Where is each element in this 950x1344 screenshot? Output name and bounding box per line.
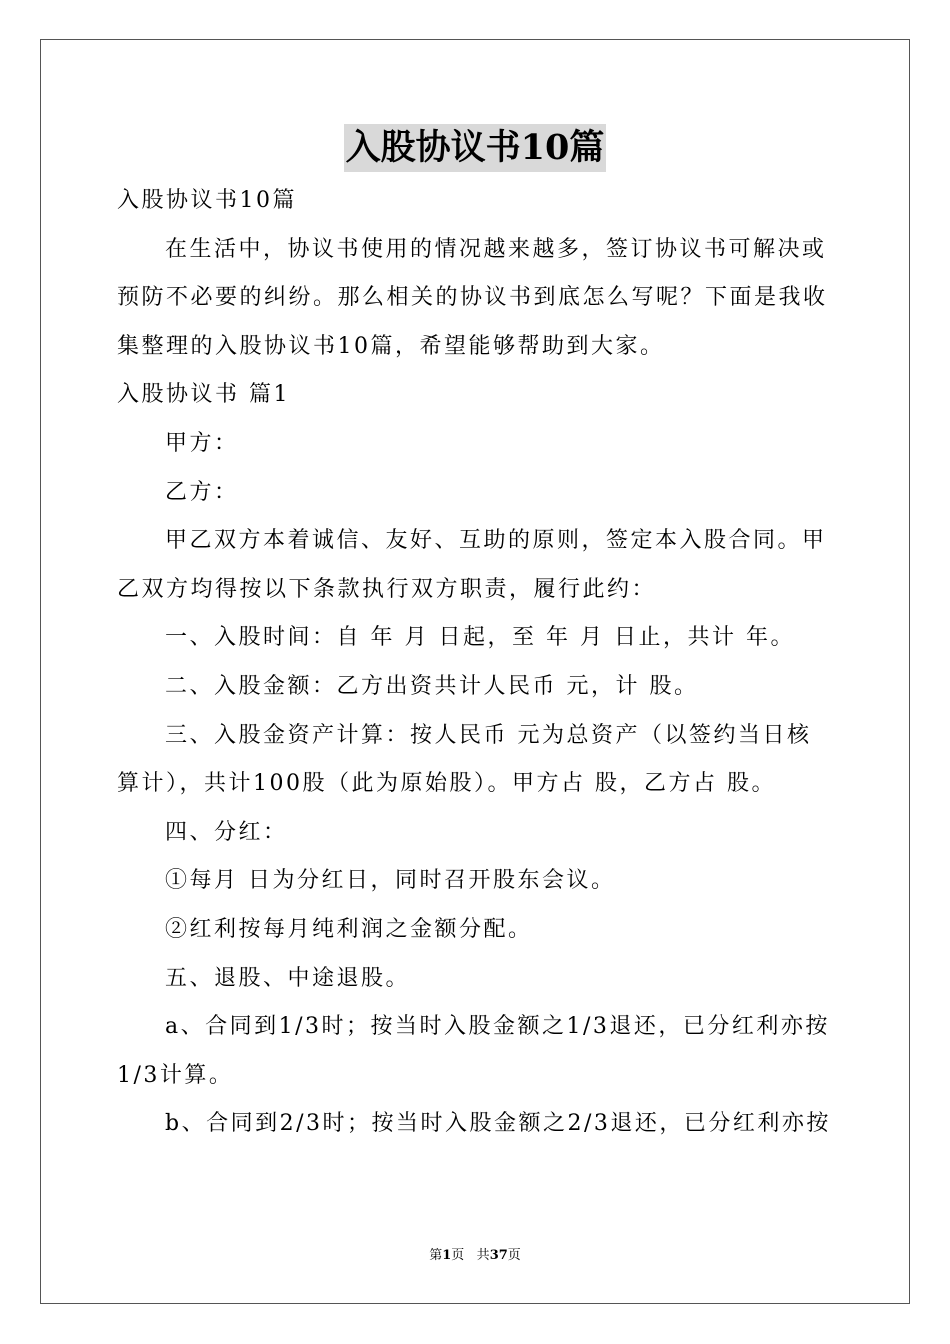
paragraph: 乙方： [165, 479, 239, 505]
paragraph: b、合同到2/3时；按当时入股金额之2/3退还，已分红利亦按 [165, 1111, 831, 1137]
paragraph: 在生活中，协议书使用的情况越来越多，签订协议书可解决或预防不必要的纠纷。那么相关的协议书到底怎么写呢？下面是我收集整理的入股协议书10篇，希望能够帮助到大家。 [117, 236, 828, 359]
paragraph: 一、入股时间：自 年 月 日起，至 年 月 日止，共计 年。 [165, 625, 795, 651]
page-number: 1 [442, 1248, 452, 1263]
page-label-prefix: 第 [429, 1248, 443, 1263]
total-pages: 37 [489, 1248, 508, 1263]
paragraph: 甲方： [165, 430, 239, 456]
total-label-prefix: 共 [476, 1248, 490, 1263]
paragraph: a、合同到1/3时；按当时入股金额之1/3退还，已分红利亦按1/3计算。 [117, 1014, 830, 1088]
page-label-suffix: 页 [451, 1248, 465, 1263]
paragraph: 甲乙双方本着诚信、友好、互助的原则，签定本入股合同。甲乙双方均得按以下条款执行双方职责，履行此约： [117, 528, 827, 602]
paragraph: ②红利按每月纯利润之金额分配。 [165, 916, 533, 942]
paragraph: 二、入股金额：乙方出资共计人民币 元，计 股。 [165, 673, 699, 699]
section-heading: 入股协议书 篇1 [117, 382, 290, 408]
paragraph: 四、分红： [165, 819, 288, 845]
paragraph: 五、退股、中途退股。 [165, 965, 411, 991]
paragraph: ①每月 日为分红日，同时召开股东会议。 [165, 868, 616, 894]
document-title: 入股协议书10篇 [344, 124, 607, 172]
page-footer [0, 1246, 950, 1266]
total-label-suffix: 页 [507, 1248, 521, 1263]
title-container [0, 124, 950, 172]
document-body [117, 177, 835, 1149]
paragraph: 入股协议书10篇 [117, 188, 297, 213]
paragraph: 三、入股金资产计算：按人民币 元为总资产（以签约当日核算计），共计100股（此为原始股）。甲方占 股，乙方占 股。 [117, 722, 812, 797]
